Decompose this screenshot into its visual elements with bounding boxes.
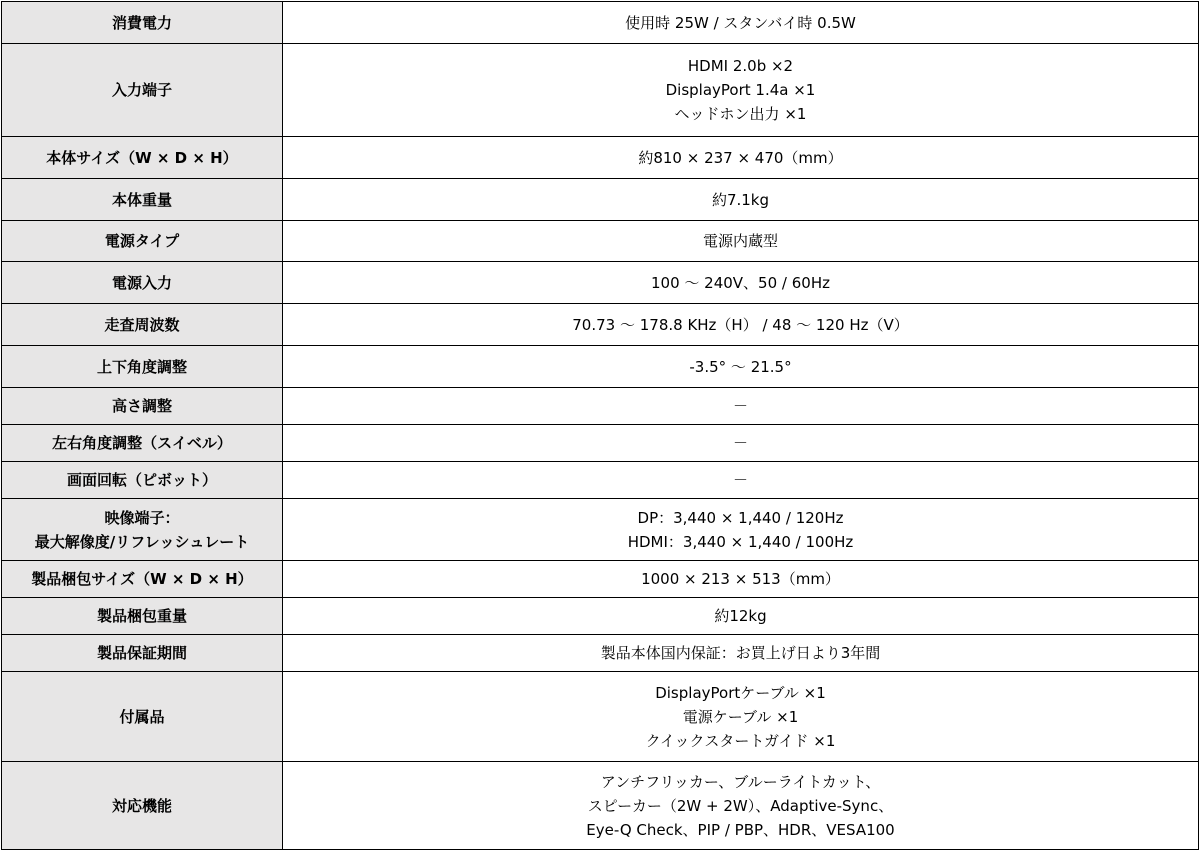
- row-value: [283, 179, 1199, 221]
- table-row: [2, 262, 1199, 304]
- value-line: DP：3,440 × 1,440 / 120Hz: [637, 508, 844, 527]
- row-label: [2, 762, 283, 850]
- row-label: [2, 179, 283, 221]
- row-label: [2, 425, 283, 462]
- value-line: 1000 × 213 × 513（mm）: [641, 570, 840, 588]
- row-value: [283, 262, 1199, 304]
- value-line: －: [732, 397, 748, 415]
- label-line: 画面回転（ピボット）: [66, 471, 217, 489]
- row-label: [2, 499, 283, 561]
- row-value: [283, 561, 1199, 598]
- value-line: 使用時 25W / スタンバイ時 0.5W: [625, 13, 856, 32]
- row-value: [283, 672, 1199, 762]
- label-line: 電源タイプ: [104, 232, 180, 250]
- row-label: [2, 221, 283, 262]
- label-line: 本体サイズ（W × D × H）: [46, 148, 238, 167]
- value-line: 約12kg: [714, 607, 767, 625]
- row-value: [283, 462, 1199, 499]
- label-line: 走査周波数: [104, 315, 180, 334]
- spec-table-body: [2, 2, 1199, 850]
- row-label: [2, 672, 283, 762]
- table-row: [2, 2, 1199, 44]
- row-label: [2, 304, 283, 346]
- table-row: [2, 137, 1199, 179]
- label-line: 製品梱包サイズ（W × D × H）: [31, 570, 253, 588]
- row-value: [283, 221, 1199, 262]
- row-label: [2, 2, 283, 44]
- value-line: クイックスタートガイド ×1: [645, 731, 836, 750]
- row-value: [283, 137, 1199, 179]
- row-value: [283, 425, 1199, 462]
- row-value: [283, 499, 1199, 561]
- value-line: 約810 × 237 × 470（mm）: [638, 148, 843, 167]
- row-label: [2, 462, 283, 499]
- row-label: [2, 137, 283, 179]
- table-row: [2, 425, 1199, 462]
- value-line: Eye-Q Check、PIP / PBP、HDR、VESA100: [586, 820, 895, 839]
- value-line: HDMI 2.0b ×2: [687, 57, 794, 75]
- table-row: [2, 672, 1199, 762]
- row-label: [2, 598, 283, 635]
- label-line: 電源入力: [111, 273, 172, 292]
- label-line: 左右角度調整（スイベル）: [52, 434, 232, 452]
- table-row: [2, 304, 1199, 346]
- row-value: [283, 598, 1199, 635]
- row-value: [283, 762, 1199, 850]
- value-line: -3.5° ～ 21.5°: [689, 357, 792, 376]
- table-row: [2, 561, 1199, 598]
- value-line: －: [732, 471, 748, 489]
- value-line: ヘッドホン出力 ×1: [674, 105, 807, 123]
- row-label: [2, 262, 283, 304]
- row-value: [283, 2, 1199, 44]
- label-line: 高さ調整: [111, 397, 172, 415]
- table-row: [2, 44, 1199, 137]
- value-line: 電源内蔵型: [702, 232, 778, 250]
- label-line: 消費電力: [111, 13, 172, 32]
- label-line: 最大解像度/リフレッシュレート: [34, 532, 250, 551]
- label-line: 上下角度調整: [96, 357, 187, 376]
- value-line: －: [732, 434, 748, 452]
- table-row: [2, 762, 1199, 850]
- label-line: 付属品: [119, 707, 165, 726]
- label-line: 映像端子：: [104, 508, 180, 527]
- table-row: [2, 462, 1199, 499]
- row-label: [2, 388, 283, 425]
- table-row: [2, 598, 1199, 635]
- value-line: スピーカー（2W + 2W）、Adaptive-Sync、: [587, 796, 894, 815]
- row-label: [2, 561, 283, 598]
- row-value: [283, 388, 1199, 425]
- value-line: アンチフリッカー、ブルーライトカット、: [600, 772, 881, 791]
- label-line: 本体重量: [111, 190, 172, 209]
- value-line: 70.73 ～ 178.8 KHz（H） / 48 ～ 120 Hz（V）: [572, 315, 909, 334]
- row-label: [2, 44, 283, 137]
- row-value: [283, 635, 1199, 672]
- row-label: [2, 635, 283, 672]
- label-line: 対応機能: [111, 796, 172, 815]
- value-line: 電源ケーブル ×1: [682, 707, 799, 726]
- row-label: [2, 346, 283, 388]
- value-line: HDMI：3,440 × 1,440 / 100Hz: [627, 532, 854, 551]
- table-row: [2, 388, 1199, 425]
- row-value: [283, 44, 1199, 137]
- label-line: 入力端子: [111, 81, 172, 99]
- label-line: 製品梱包重量: [96, 607, 187, 625]
- value-line: 製品本体国内保証：お買上げ日より3年間: [600, 644, 881, 662]
- table-row: [2, 346, 1199, 388]
- table-row: [2, 635, 1199, 672]
- value-line: 約7.1kg: [711, 190, 770, 209]
- spec-table: [1, 1, 1199, 850]
- label-line: 製品保証期間: [96, 644, 187, 662]
- row-value: [283, 346, 1199, 388]
- value-line: DisplayPort 1.4a ×1: [665, 81, 816, 99]
- table-row: [2, 499, 1199, 561]
- value-line: 100 ～ 240V、50 / 60Hz: [651, 273, 830, 292]
- value-line: DisplayPortケーブル ×1: [655, 683, 826, 702]
- row-value: [283, 304, 1199, 346]
- table-row: [2, 179, 1199, 221]
- table-row: [2, 221, 1199, 262]
